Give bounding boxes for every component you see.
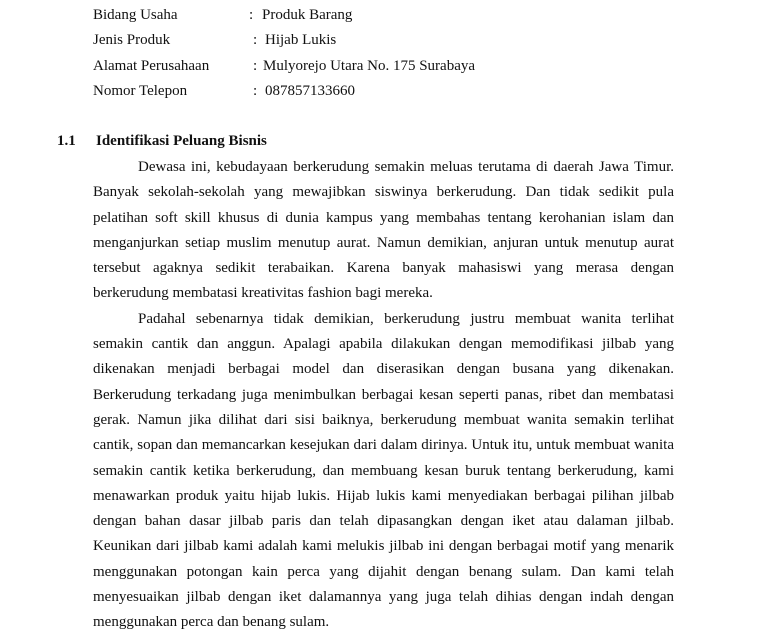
info-colon: : bbox=[249, 7, 254, 23]
info-colon: : bbox=[253, 82, 258, 99]
info-colon: : bbox=[253, 32, 258, 49]
info-label: Jenis Produk bbox=[93, 32, 171, 49]
paragraph: Padahal sebenarnya tidak demikian, berkerudung justru membuat wanita terlihat semakin cantik dan anggun. Apalagi apabila dilakukan dengan memodifikasi jilbab yang dikenakan menjadi berbagai model dan diserasikan dengan busana yang dikenakan. Berkerudung terkadang juga menimbulkan berbagai kesan seperti panas, ribet dan membatasi gerak. Namun jika dilihat dari sisi baiknya, berkerudung membuat wanita semakin terlihat cantik, sopan dan memancarkan kesejukan dari dalam dirinya. Untuk itu, untuk membuat wanita semakin cantik ketika berkerudung, dan membuang kesan buruk tentang berkerudung, kami menawarkan produk yaitu hijab lukis. Hijab lukis kami menyediakan berbagai pilihan jilbab dengan bahan dasar jilbab paris dan telah dipasangkan dengan iket atau dalaman jilbab. Keunikan dari jilbab kami adalah kami melukis jilbab ini dengan berbagai motif yang menarik menggunakan potongan kain perca yang dijahit dengan benang sulam. Dan kami telah menyesuaikan jilbab dengan iket dalamannya yang juga telah dihias dengan indah dengan menggunakan perca dan benang sulam. bbox=[93, 310, 674, 631]
info-value: Mulyorejo Utara No. 175 Surabaya bbox=[263, 57, 476, 74]
section-heading bbox=[57, 131, 267, 151]
info-colon: : bbox=[253, 57, 258, 74]
info-value: Produk Barang bbox=[262, 7, 353, 23]
section-title: Identifikasi Peluang Bisnis bbox=[96, 133, 267, 149]
info-value: Hijab Lukis bbox=[265, 32, 337, 49]
info-value: 087857133660 bbox=[265, 82, 355, 99]
info-label: Nomor Telepon bbox=[93, 82, 188, 99]
paragraph: Dewasa ini, kebudayaan berkerudung semakin meluas terutama di daerah Jawa Timur. Banyak sekolah-sekolah yang mewajibkan siswinya berkerudung. Dan tidak sedikit pula pelatihan soft skill khusus di dunia kampus yang membahas tentang kerohanian islam dan menganjurkan setiap muslim menutup aurat. Namun demikian, anjuran untuk menutup aurat tersebut agaknya sedikit terabaikan. Karena banyak mahasiswi yang merasa dengan berkerudung membatasi kreativitas fashion bagi mereka. bbox=[93, 159, 674, 302]
info-label: Alamat Perusahaan bbox=[93, 57, 210, 74]
section-number: 1.1 bbox=[57, 133, 76, 149]
body-text bbox=[93, 155, 674, 636]
info-label: Bidang Usaha bbox=[93, 7, 178, 23]
